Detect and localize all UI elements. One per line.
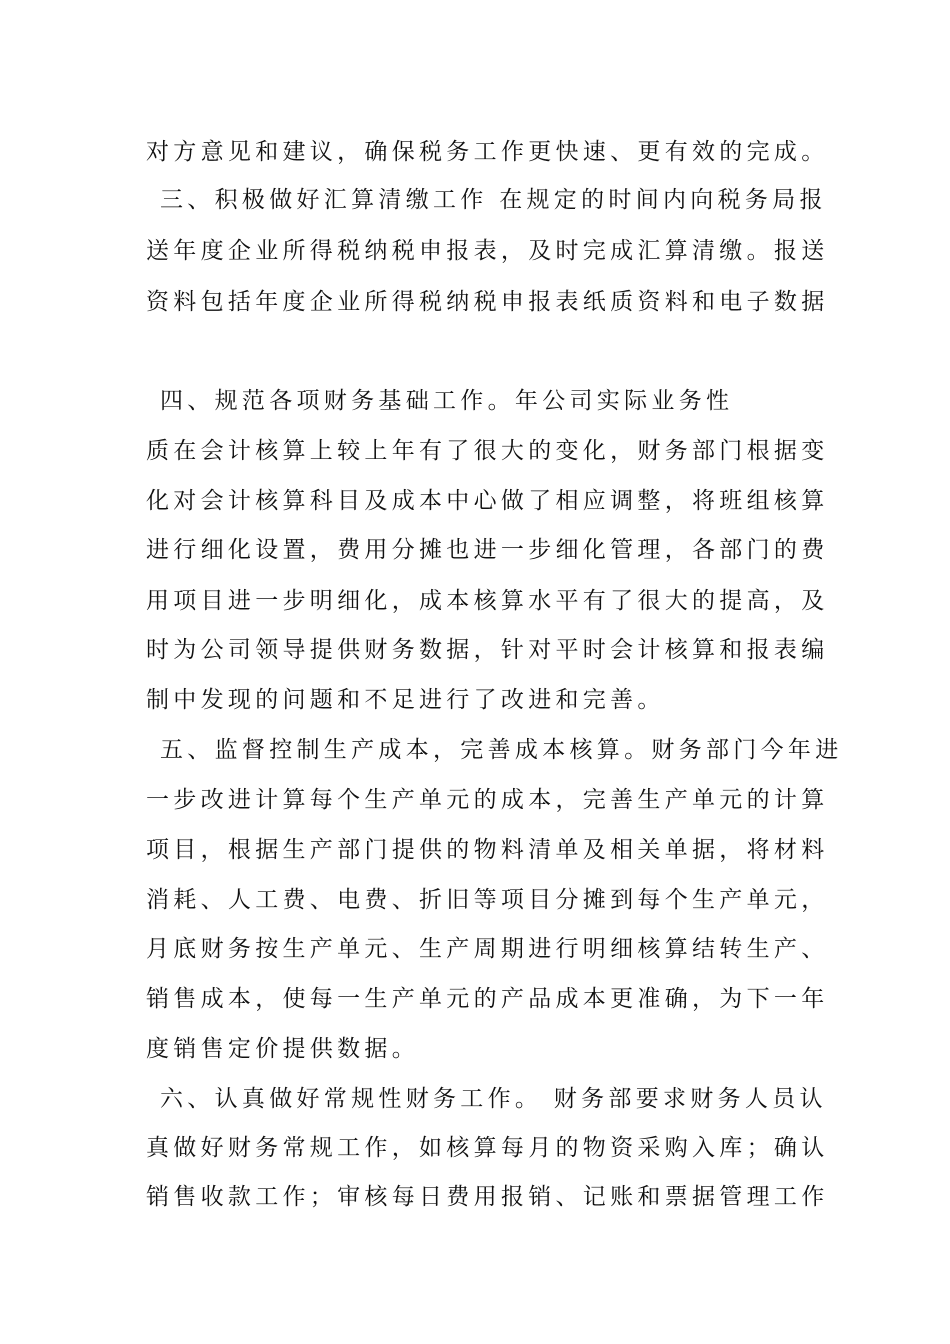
text-line: 质在会计核算上较上年有了很大的变化，财务部门根据变 bbox=[146, 438, 829, 464]
text-line: 送年度企业所得税纳税申报表，及时完成汇算清缴。报送 bbox=[146, 238, 829, 264]
text-line: 对方意见和建议，确保税务工作更快速、更有效的完成。 bbox=[146, 139, 829, 165]
text-line: 制中发现的问题和不足进行了改进和完善。 bbox=[146, 687, 665, 713]
text-line: 五、监督控制生产成本，完善成本核算。财务部门今年进 bbox=[160, 737, 843, 763]
text-line: 六、认真做好常规性财务工作。 财务部要求财务人员认 bbox=[160, 1086, 827, 1112]
text-line: 真做好财务常规工作，如核算每月的物资采购入库；确认 bbox=[146, 1135, 829, 1161]
text-line: 用项目进一步明细化，成本核算水平有了很大的提高，及 bbox=[146, 588, 829, 614]
text-line: 三、积极做好汇算清缴工作 在规定的时间内向税务局报 bbox=[160, 187, 827, 213]
text-line: 消耗、人工费、电费、折旧等项目分摊到每个生产单元， bbox=[146, 887, 829, 913]
text-line: 一步改进计算每个生产单元的成本，完善生产单元的计算 bbox=[146, 787, 829, 813]
text-line: 进行细化设置，费用分摊也进一步细化管理，各部门的费 bbox=[146, 537, 829, 563]
text-line: 资料包括年度企业所得税纳税申报表纸质资料和电子数据 bbox=[146, 289, 829, 315]
text-line: 四、规范各项财务基础工作。年公司实际业务性 bbox=[160, 388, 734, 414]
text-line: 时为公司领导提供财务数据，针对平时会计核算和报表编 bbox=[146, 637, 829, 663]
text-line: 月底财务按生产单元、生产周期进行明细核算结转生产、 bbox=[146, 936, 829, 962]
text-line: 销售成本，使每一生产单元的产品成本更准确，为下一年 bbox=[146, 986, 829, 1012]
text-line: 度销售定价提供数据。 bbox=[146, 1036, 419, 1062]
text-line: 销售收款工作；审核每日费用报销、记账和票据管理工作 bbox=[146, 1184, 829, 1210]
text-line: 项目，根据生产部门提供的物料清单及相关单据，将材料 bbox=[146, 837, 829, 863]
text-line: 化对会计核算科目及成本中心做了相应调整，将班组核算 bbox=[146, 488, 829, 514]
